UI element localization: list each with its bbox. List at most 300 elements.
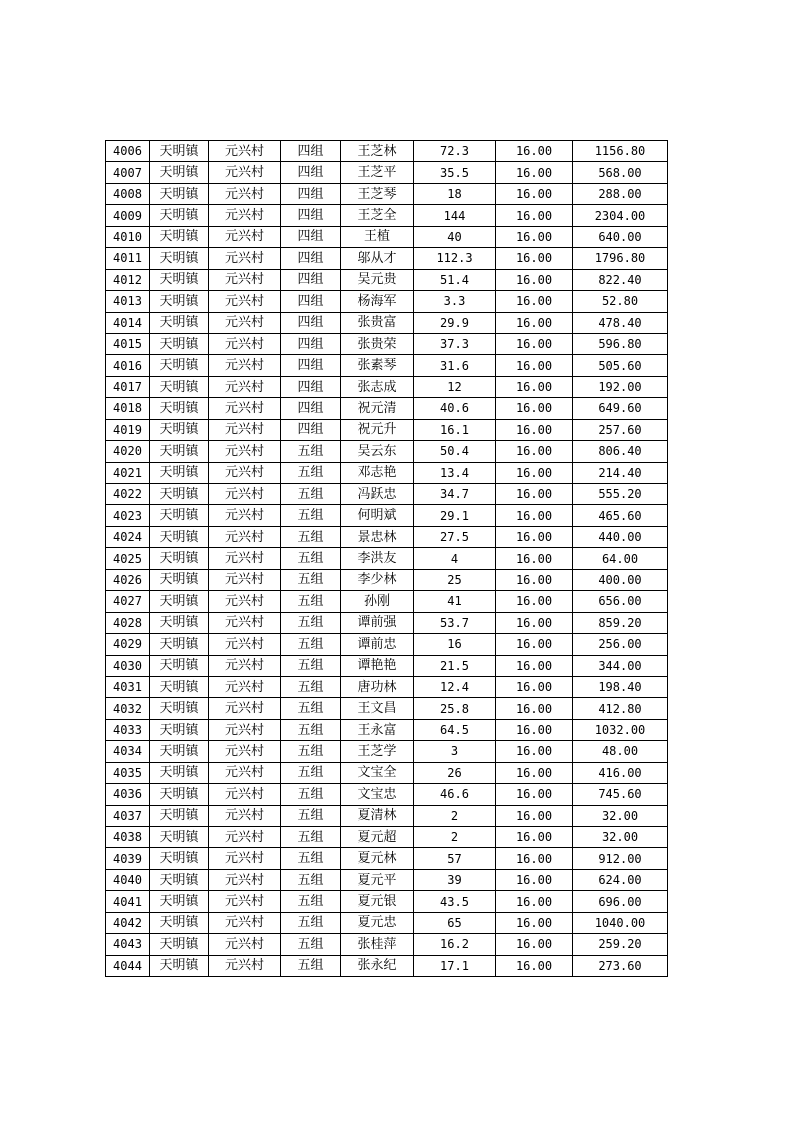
cell-rate: 16.00 — [496, 698, 573, 719]
cell-name: 文宝忠 — [341, 784, 414, 805]
table-row — [106, 591, 668, 612]
cell-amount: 624.00 — [573, 869, 668, 890]
cell-name: 谭艳艳 — [341, 655, 414, 676]
cell-town: 天明镇 — [150, 162, 209, 183]
cell-town: 天明镇 — [150, 419, 209, 440]
cell-village: 元兴村 — [209, 205, 281, 226]
cell-area: 64.5 — [414, 719, 496, 740]
cell-area: 51.4 — [414, 269, 496, 290]
cell-group: 五组 — [281, 955, 341, 976]
cell-area: 27.5 — [414, 526, 496, 547]
cell-record-id: 4006 — [106, 141, 150, 162]
cell-town: 天明镇 — [150, 784, 209, 805]
cell-name: 杨海军 — [341, 291, 414, 312]
table-row — [106, 526, 668, 547]
cell-amount: 192.00 — [573, 376, 668, 397]
cell-rate: 16.00 — [496, 869, 573, 890]
cell-area: 2 — [414, 805, 496, 826]
cell-group: 四组 — [281, 398, 341, 419]
cell-village: 元兴村 — [209, 762, 281, 783]
cell-group: 五组 — [281, 591, 341, 612]
cell-village: 元兴村 — [209, 162, 281, 183]
table-row — [106, 226, 668, 247]
cell-amount: 859.20 — [573, 612, 668, 633]
cell-record-id: 4036 — [106, 784, 150, 805]
cell-record-id: 4042 — [106, 912, 150, 933]
cell-rate: 16.00 — [496, 934, 573, 955]
cell-village: 元兴村 — [209, 698, 281, 719]
cell-town: 天明镇 — [150, 505, 209, 526]
table-row — [106, 676, 668, 697]
cell-area: 25.8 — [414, 698, 496, 719]
table-row — [106, 805, 668, 826]
cell-rate: 16.00 — [496, 291, 573, 312]
cell-village: 元兴村 — [209, 183, 281, 204]
cell-rate: 16.00 — [496, 526, 573, 547]
cell-area: 37.3 — [414, 333, 496, 354]
cell-town: 天明镇 — [150, 183, 209, 204]
cell-amount: 214.40 — [573, 462, 668, 483]
cell-village: 元兴村 — [209, 869, 281, 890]
cell-town: 天明镇 — [150, 912, 209, 933]
cell-record-id: 4043 — [106, 934, 150, 955]
cell-village: 元兴村 — [209, 719, 281, 740]
cell-town: 天明镇 — [150, 634, 209, 655]
cell-group: 五组 — [281, 912, 341, 933]
records-table — [105, 140, 668, 977]
cell-village: 元兴村 — [209, 784, 281, 805]
cell-group: 四组 — [281, 333, 341, 354]
table-row — [106, 162, 668, 183]
cell-name: 张贵富 — [341, 312, 414, 333]
cell-amount: 696.00 — [573, 891, 668, 912]
cell-record-id: 4013 — [106, 291, 150, 312]
cell-rate: 16.00 — [496, 269, 573, 290]
cell-area: 16.1 — [414, 419, 496, 440]
cell-name: 夏元林 — [341, 848, 414, 869]
cell-name: 张永纪 — [341, 955, 414, 976]
cell-amount: 48.00 — [573, 741, 668, 762]
table-row — [106, 333, 668, 354]
cell-village: 元兴村 — [209, 333, 281, 354]
cell-name: 李洪友 — [341, 548, 414, 569]
cell-name: 文宝全 — [341, 762, 414, 783]
table-row — [106, 741, 668, 762]
table-row — [106, 291, 668, 312]
cell-name: 王芝平 — [341, 162, 414, 183]
cell-amount: 257.60 — [573, 419, 668, 440]
cell-area: 29.9 — [414, 312, 496, 333]
cell-record-id: 4020 — [106, 441, 150, 462]
cell-name: 王植 — [341, 226, 414, 247]
cell-group: 五组 — [281, 805, 341, 826]
cell-rate: 16.00 — [496, 548, 573, 569]
cell-record-id: 4027 — [106, 591, 150, 612]
cell-group: 四组 — [281, 419, 341, 440]
cell-group: 四组 — [281, 269, 341, 290]
cell-record-id: 4012 — [106, 269, 150, 290]
cell-village: 元兴村 — [209, 741, 281, 762]
cell-amount: 649.60 — [573, 398, 668, 419]
table-row — [106, 441, 668, 462]
table-row — [106, 891, 668, 912]
cell-rate: 16.00 — [496, 848, 573, 869]
cell-name: 张贵荣 — [341, 333, 414, 354]
cell-area: 46.6 — [414, 784, 496, 805]
cell-town: 天明镇 — [150, 548, 209, 569]
cell-amount: 256.00 — [573, 634, 668, 655]
cell-name: 张素琴 — [341, 355, 414, 376]
cell-town: 天明镇 — [150, 741, 209, 762]
cell-village: 元兴村 — [209, 891, 281, 912]
cell-name: 夏元平 — [341, 869, 414, 890]
cell-village: 元兴村 — [209, 248, 281, 269]
cell-group: 五组 — [281, 676, 341, 697]
cell-group: 四组 — [281, 162, 341, 183]
cell-area: 40.6 — [414, 398, 496, 419]
cell-area: 12.4 — [414, 676, 496, 697]
cell-town: 天明镇 — [150, 441, 209, 462]
cell-village: 元兴村 — [209, 505, 281, 526]
table-row — [106, 269, 668, 290]
cell-record-id: 4008 — [106, 183, 150, 204]
cell-group: 五组 — [281, 634, 341, 655]
cell-record-id: 4014 — [106, 312, 150, 333]
cell-amount: 555.20 — [573, 484, 668, 505]
cell-rate: 16.00 — [496, 226, 573, 247]
cell-town: 天明镇 — [150, 398, 209, 419]
cell-village: 元兴村 — [209, 827, 281, 848]
table-row — [106, 141, 668, 162]
cell-town: 天明镇 — [150, 955, 209, 976]
cell-group: 五组 — [281, 505, 341, 526]
cell-record-id: 4016 — [106, 355, 150, 376]
cell-area: 29.1 — [414, 505, 496, 526]
cell-village: 元兴村 — [209, 398, 281, 419]
cell-name: 冯跃忠 — [341, 484, 414, 505]
cell-town: 天明镇 — [150, 141, 209, 162]
cell-rate: 16.00 — [496, 505, 573, 526]
cell-rate: 16.00 — [496, 612, 573, 633]
cell-amount: 1040.00 — [573, 912, 668, 933]
cell-record-id: 4033 — [106, 719, 150, 740]
cell-name: 夏元忠 — [341, 912, 414, 933]
cell-village: 元兴村 — [209, 419, 281, 440]
cell-village: 元兴村 — [209, 676, 281, 697]
cell-amount: 568.00 — [573, 162, 668, 183]
cell-group: 五组 — [281, 827, 341, 848]
table-row — [106, 634, 668, 655]
cell-name: 李少林 — [341, 569, 414, 590]
cell-record-id: 4015 — [106, 333, 150, 354]
cell-area: 72.3 — [414, 141, 496, 162]
table-row — [106, 869, 668, 890]
cell-town: 天明镇 — [150, 891, 209, 912]
cell-rate: 16.00 — [496, 805, 573, 826]
cell-rate: 16.00 — [496, 183, 573, 204]
cell-group: 四组 — [281, 183, 341, 204]
table-row — [106, 655, 668, 676]
cell-rate: 16.00 — [496, 741, 573, 762]
cell-area: 16 — [414, 634, 496, 655]
cell-record-id: 4024 — [106, 526, 150, 547]
cell-amount: 745.60 — [573, 784, 668, 805]
cell-name: 张志成 — [341, 376, 414, 397]
cell-group: 四组 — [281, 291, 341, 312]
cell-record-id: 4034 — [106, 741, 150, 762]
cell-amount: 416.00 — [573, 762, 668, 783]
cell-area: 3 — [414, 741, 496, 762]
cell-name: 唐功林 — [341, 676, 414, 697]
cell-name: 吴元贵 — [341, 269, 414, 290]
cell-group: 五组 — [281, 762, 341, 783]
cell-group: 四组 — [281, 205, 341, 226]
cell-record-id: 4029 — [106, 634, 150, 655]
cell-area: 43.5 — [414, 891, 496, 912]
cell-village: 元兴村 — [209, 569, 281, 590]
cell-rate: 16.00 — [496, 484, 573, 505]
cell-rate: 16.00 — [496, 141, 573, 162]
cell-record-id: 4028 — [106, 612, 150, 633]
cell-area: 112.3 — [414, 248, 496, 269]
cell-record-id: 4044 — [106, 955, 150, 976]
cell-area: 12 — [414, 376, 496, 397]
cell-name: 夏元超 — [341, 827, 414, 848]
cell-town: 天明镇 — [150, 333, 209, 354]
table-row — [106, 912, 668, 933]
cell-amount: 288.00 — [573, 183, 668, 204]
cell-village: 元兴村 — [209, 462, 281, 483]
table-row — [106, 548, 668, 569]
cell-group: 五组 — [281, 698, 341, 719]
cell-group: 五组 — [281, 869, 341, 890]
cell-area: 13.4 — [414, 462, 496, 483]
table-row — [106, 398, 668, 419]
cell-area: 18 — [414, 183, 496, 204]
cell-group: 五组 — [281, 462, 341, 483]
cell-town: 天明镇 — [150, 291, 209, 312]
cell-name: 吴云东 — [341, 441, 414, 462]
cell-village: 元兴村 — [209, 912, 281, 933]
cell-area: 57 — [414, 848, 496, 869]
cell-area: 39 — [414, 869, 496, 890]
table-row — [106, 784, 668, 805]
cell-name: 王芝学 — [341, 741, 414, 762]
cell-record-id: 4040 — [106, 869, 150, 890]
cell-town: 天明镇 — [150, 248, 209, 269]
cell-town: 天明镇 — [150, 869, 209, 890]
table-row — [106, 183, 668, 204]
cell-record-id: 4010 — [106, 226, 150, 247]
cell-name: 王永富 — [341, 719, 414, 740]
cell-town: 天明镇 — [150, 569, 209, 590]
cell-group: 五组 — [281, 655, 341, 676]
cell-group: 五组 — [281, 612, 341, 633]
cell-amount: 465.60 — [573, 505, 668, 526]
cell-record-id: 4018 — [106, 398, 150, 419]
table-row — [106, 934, 668, 955]
cell-name: 邬从才 — [341, 248, 414, 269]
cell-amount: 806.40 — [573, 441, 668, 462]
cell-amount: 2304.00 — [573, 205, 668, 226]
records-body — [106, 141, 668, 977]
cell-amount: 1796.80 — [573, 248, 668, 269]
cell-record-id: 4022 — [106, 484, 150, 505]
cell-record-id: 4037 — [106, 805, 150, 826]
cell-rate: 16.00 — [496, 333, 573, 354]
cell-name: 夏元银 — [341, 891, 414, 912]
cell-amount: 400.00 — [573, 569, 668, 590]
cell-amount: 412.80 — [573, 698, 668, 719]
cell-village: 元兴村 — [209, 848, 281, 869]
table-row — [106, 205, 668, 226]
cell-area: 41 — [414, 591, 496, 612]
cell-group: 四组 — [281, 312, 341, 333]
cell-record-id: 4039 — [106, 848, 150, 869]
cell-area: 50.4 — [414, 441, 496, 462]
cell-amount: 52.80 — [573, 291, 668, 312]
cell-area: 25 — [414, 569, 496, 590]
cell-name: 祝元升 — [341, 419, 414, 440]
cell-town: 天明镇 — [150, 312, 209, 333]
cell-town: 天明镇 — [150, 827, 209, 848]
cell-area: 144 — [414, 205, 496, 226]
cell-village: 元兴村 — [209, 634, 281, 655]
cell-record-id: 4026 — [106, 569, 150, 590]
cell-rate: 16.00 — [496, 398, 573, 419]
table-row — [106, 569, 668, 590]
cell-town: 天明镇 — [150, 848, 209, 869]
cell-group: 四组 — [281, 141, 341, 162]
cell-amount: 822.40 — [573, 269, 668, 290]
cell-record-id: 4025 — [106, 548, 150, 569]
cell-town: 天明镇 — [150, 805, 209, 826]
cell-group: 四组 — [281, 376, 341, 397]
cell-area: 65 — [414, 912, 496, 933]
cell-rate: 16.00 — [496, 784, 573, 805]
cell-town: 天明镇 — [150, 698, 209, 719]
table-row — [106, 355, 668, 376]
cell-name: 何明斌 — [341, 505, 414, 526]
cell-area: 31.6 — [414, 355, 496, 376]
cell-amount: 440.00 — [573, 526, 668, 547]
cell-group: 四组 — [281, 355, 341, 376]
cell-name: 谭前忠 — [341, 634, 414, 655]
table-row — [106, 612, 668, 633]
cell-town: 天明镇 — [150, 205, 209, 226]
table-row — [106, 312, 668, 333]
cell-rate: 16.00 — [496, 569, 573, 590]
cell-amount: 912.00 — [573, 848, 668, 869]
cell-rate: 16.00 — [496, 162, 573, 183]
cell-town: 天明镇 — [150, 526, 209, 547]
cell-town: 天明镇 — [150, 226, 209, 247]
cell-group: 五组 — [281, 741, 341, 762]
table-row — [106, 955, 668, 976]
cell-area: 40 — [414, 226, 496, 247]
cell-name: 夏清林 — [341, 805, 414, 826]
table-row — [106, 827, 668, 848]
cell-amount: 259.20 — [573, 934, 668, 955]
cell-village: 元兴村 — [209, 526, 281, 547]
cell-amount: 32.00 — [573, 827, 668, 848]
cell-amount: 596.80 — [573, 333, 668, 354]
cell-group: 五组 — [281, 569, 341, 590]
cell-rate: 16.00 — [496, 634, 573, 655]
cell-name: 邓志艳 — [341, 462, 414, 483]
cell-village: 元兴村 — [209, 376, 281, 397]
cell-rate: 16.00 — [496, 676, 573, 697]
cell-area: 16.2 — [414, 934, 496, 955]
cell-amount: 640.00 — [573, 226, 668, 247]
cell-record-id: 4017 — [106, 376, 150, 397]
cell-record-id: 4031 — [106, 676, 150, 697]
table-row — [106, 419, 668, 440]
cell-rate: 16.00 — [496, 719, 573, 740]
cell-rate: 16.00 — [496, 312, 573, 333]
cell-town: 天明镇 — [150, 462, 209, 483]
cell-amount: 32.00 — [573, 805, 668, 826]
table-row — [106, 505, 668, 526]
cell-rate: 16.00 — [496, 591, 573, 612]
cell-village: 元兴村 — [209, 441, 281, 462]
cell-village: 元兴村 — [209, 269, 281, 290]
cell-record-id: 4030 — [106, 655, 150, 676]
cell-group: 五组 — [281, 719, 341, 740]
cell-group: 五组 — [281, 548, 341, 569]
cell-rate: 16.00 — [496, 376, 573, 397]
cell-rate: 16.00 — [496, 762, 573, 783]
cell-area: 2 — [414, 827, 496, 848]
cell-area: 34.7 — [414, 484, 496, 505]
cell-group: 四组 — [281, 226, 341, 247]
cell-town: 天明镇 — [150, 719, 209, 740]
cell-group: 五组 — [281, 484, 341, 505]
cell-village: 元兴村 — [209, 612, 281, 633]
cell-village: 元兴村 — [209, 226, 281, 247]
cell-name: 张桂萍 — [341, 934, 414, 955]
cell-rate: 16.00 — [496, 655, 573, 676]
cell-village: 元兴村 — [209, 141, 281, 162]
cell-village: 元兴村 — [209, 591, 281, 612]
cell-record-id: 4007 — [106, 162, 150, 183]
cell-town: 天明镇 — [150, 612, 209, 633]
cell-name: 孙刚 — [341, 591, 414, 612]
cell-village: 元兴村 — [209, 548, 281, 569]
cell-record-id: 4023 — [106, 505, 150, 526]
cell-town: 天明镇 — [150, 484, 209, 505]
cell-record-id: 4032 — [106, 698, 150, 719]
cell-amount: 1032.00 — [573, 719, 668, 740]
cell-rate: 16.00 — [496, 955, 573, 976]
cell-village: 元兴村 — [209, 805, 281, 826]
cell-village: 元兴村 — [209, 934, 281, 955]
cell-rate: 16.00 — [496, 441, 573, 462]
cell-group: 四组 — [281, 248, 341, 269]
cell-name: 祝元清 — [341, 398, 414, 419]
table-row — [106, 376, 668, 397]
table-row — [106, 248, 668, 269]
cell-rate: 16.00 — [496, 891, 573, 912]
cell-town: 天明镇 — [150, 591, 209, 612]
cell-town: 天明镇 — [150, 355, 209, 376]
cell-town: 天明镇 — [150, 376, 209, 397]
cell-record-id: 4038 — [106, 827, 150, 848]
cell-group: 五组 — [281, 441, 341, 462]
cell-rate: 16.00 — [496, 355, 573, 376]
table-row — [106, 484, 668, 505]
cell-record-id: 4011 — [106, 248, 150, 269]
